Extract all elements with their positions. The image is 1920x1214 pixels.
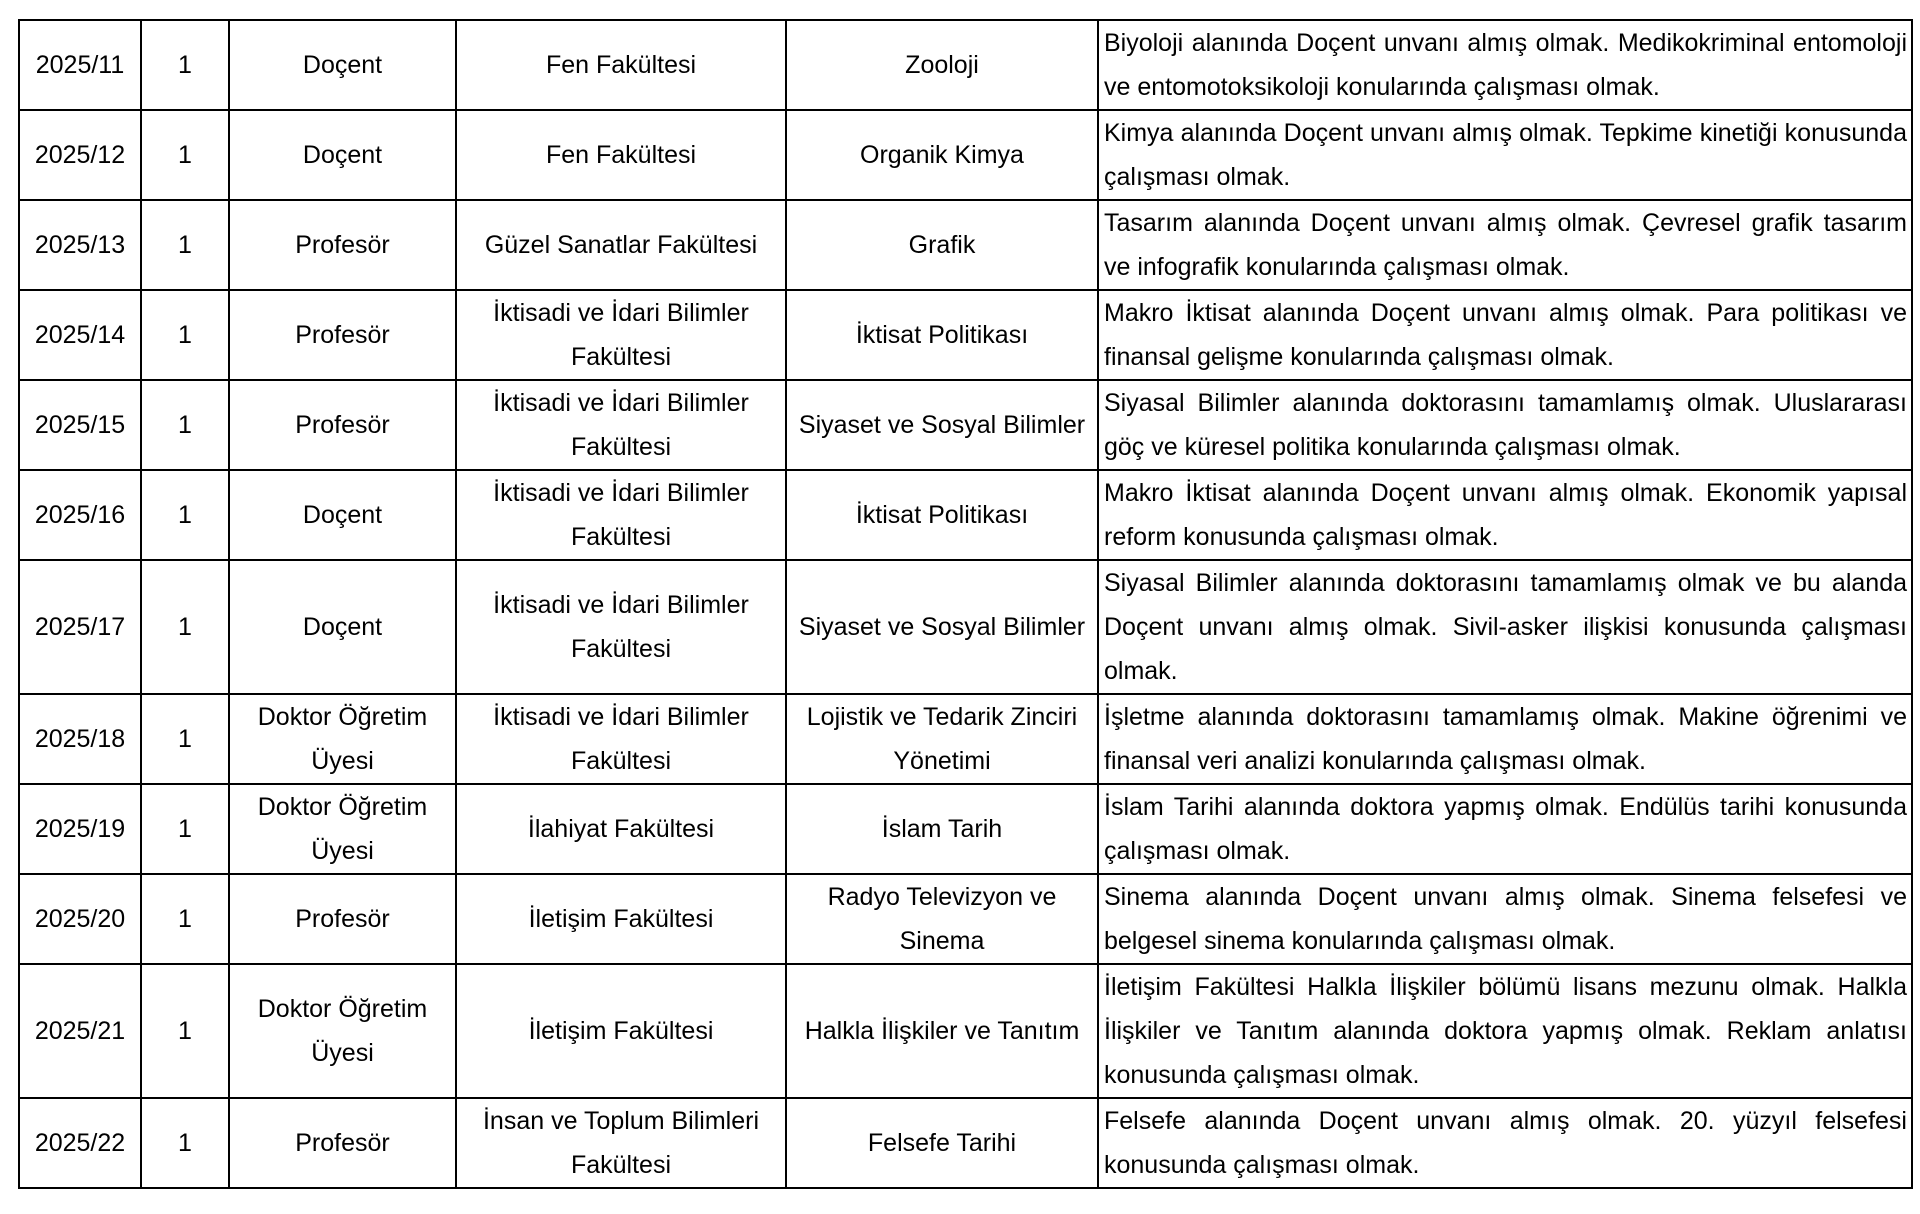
position-number: 2025/20 bbox=[19, 874, 141, 964]
faculty-name: Güzel Sanatlar Fakültesi bbox=[456, 200, 786, 290]
academic-title: Profesör bbox=[229, 874, 456, 964]
requirement-text: İletişim Fakültesi Halkla İlişkiler bölümü lisans mezunu olmak. Halkla İlişkiler ve Tanıtım alanında doktora yapmış olmak. Reklam anlatısı konusunda çalışması olmak. bbox=[1098, 964, 1912, 1098]
faculty-name: İnsan ve Toplum Bilimleri Fakültesi bbox=[456, 1098, 786, 1188]
table-row bbox=[19, 694, 1912, 784]
faculty-name: İletişim Fakültesi bbox=[456, 964, 786, 1098]
position-count: 1 bbox=[141, 964, 229, 1098]
position-number: 2025/15 bbox=[19, 380, 141, 470]
department-name: İktisat Politikası bbox=[786, 470, 1098, 560]
academic-title: Doçent bbox=[229, 470, 456, 560]
department-name: Siyaset ve Sosyal Bilimler bbox=[786, 380, 1098, 470]
table-row bbox=[19, 1098, 1912, 1188]
faculty-name: İktisadi ve İdari Bilimler Fakültesi bbox=[456, 694, 786, 784]
faculty-name: İlahiyat Fakültesi bbox=[456, 784, 786, 874]
position-count: 1 bbox=[141, 560, 229, 694]
academic-title: Doktor Öğretim Üyesi bbox=[229, 964, 456, 1098]
requirement-text: Tasarım alanında Doçent unvanı almış olmak. Çevresel grafik tasarım ve infografik konularında çalışması olmak. bbox=[1098, 200, 1912, 290]
faculty-name: İktisadi ve İdari Bilimler Fakültesi bbox=[456, 380, 786, 470]
academic-title: Doçent bbox=[229, 20, 456, 110]
position-count: 1 bbox=[141, 784, 229, 874]
position-number: 2025/21 bbox=[19, 964, 141, 1098]
faculty-name: Fen Fakültesi bbox=[456, 20, 786, 110]
requirement-text: Sinema alanında Doçent unvanı almış olmak. Sinema felsefesi ve belgesel sinema konularında çalışması olmak. bbox=[1098, 874, 1912, 964]
requirement-text: Makro İktisat alanında Doçent unvanı almış olmak. Para politikası ve finansal gelişme konularında çalışması olmak. bbox=[1098, 290, 1912, 380]
requirement-text: Siyasal Bilimler alanında doktorasını tamamlamış olmak. Uluslararası göç ve küresel politika konularında çalışması olmak. bbox=[1098, 380, 1912, 470]
requirement-text: Biyoloji alanında Doçent unvanı almış olmak. Medikokriminal entomoloji ve entomotoksikoloji konularında çalışması olmak. bbox=[1098, 20, 1912, 110]
table-row bbox=[19, 964, 1912, 1098]
department-name: Siyaset ve Sosyal Bilimler bbox=[786, 560, 1098, 694]
table-row bbox=[19, 110, 1912, 200]
position-count: 1 bbox=[141, 1098, 229, 1188]
position-number: 2025/11 bbox=[19, 20, 141, 110]
department-name: Grafik bbox=[786, 200, 1098, 290]
position-count: 1 bbox=[141, 290, 229, 380]
table-row bbox=[19, 560, 1912, 694]
academic-title: Doçent bbox=[229, 110, 456, 200]
academic-title: Doktor Öğretim Üyesi bbox=[229, 694, 456, 784]
position-number: 2025/22 bbox=[19, 1098, 141, 1188]
requirement-text: İslam Tarihi alanında doktora yapmış olmak. Endülüs tarihi konusunda çalışması olmak. bbox=[1098, 784, 1912, 874]
position-number: 2025/19 bbox=[19, 784, 141, 874]
table-row bbox=[19, 20, 1912, 110]
table-row bbox=[19, 784, 1912, 874]
requirement-text: Kimya alanında Doçent unvanı almış olmak. Tepkime kinetiği konusunda çalışması olmak. bbox=[1098, 110, 1912, 200]
table-row bbox=[19, 290, 1912, 380]
position-count: 1 bbox=[141, 110, 229, 200]
requirement-text: Felsefe alanında Doçent unvanı almış olmak. 20. yüzyıl felsefesi konusunda çalışması olmak. bbox=[1098, 1098, 1912, 1188]
department-name: Zooloji bbox=[786, 20, 1098, 110]
table-row bbox=[19, 874, 1912, 964]
position-count: 1 bbox=[141, 20, 229, 110]
academic-title: Profesör bbox=[229, 290, 456, 380]
academic-title: Profesör bbox=[229, 1098, 456, 1188]
position-count: 1 bbox=[141, 470, 229, 560]
position-number: 2025/14 bbox=[19, 290, 141, 380]
position-count: 1 bbox=[141, 874, 229, 964]
academic-title: Profesör bbox=[229, 200, 456, 290]
position-count: 1 bbox=[141, 694, 229, 784]
faculty-name: İktisadi ve İdari Bilimler Fakültesi bbox=[456, 470, 786, 560]
table-row bbox=[19, 470, 1912, 560]
faculty-name: İletişim Fakültesi bbox=[456, 874, 786, 964]
requirement-text: İşletme alanında doktorasını tamamlamış olmak. Makine öğrenimi ve finansal veri analizi konularında çalışması olmak. bbox=[1098, 694, 1912, 784]
position-number: 2025/18 bbox=[19, 694, 141, 784]
requirement-text: Siyasal Bilimler alanında doktorasını tamamlamış olmak ve bu alanda Doçent unvanı almış olmak. Sivil-asker ilişkisi konusunda çalışması olmak. bbox=[1098, 560, 1912, 694]
department-name: Felsefe Tarihi bbox=[786, 1098, 1098, 1188]
position-count: 1 bbox=[141, 200, 229, 290]
academic-title: Doçent bbox=[229, 560, 456, 694]
faculty-name: İktisadi ve İdari Bilimler Fakültesi bbox=[456, 560, 786, 694]
table-row bbox=[19, 200, 1912, 290]
faculty-name: İktisadi ve İdari Bilimler Fakültesi bbox=[456, 290, 786, 380]
department-name: Halkla İlişkiler ve Tanıtım bbox=[786, 964, 1098, 1098]
department-name: Lojistik ve Tedarik Zinciri Yönetimi bbox=[786, 694, 1098, 784]
position-count: 1 bbox=[141, 380, 229, 470]
position-number: 2025/16 bbox=[19, 470, 141, 560]
department-name: Radyo Televizyon ve Sinema bbox=[786, 874, 1098, 964]
department-name: İslam Tarih bbox=[786, 784, 1098, 874]
department-name: İktisat Politikası bbox=[786, 290, 1098, 380]
positions-table bbox=[18, 19, 1913, 1189]
faculty-name: Fen Fakültesi bbox=[456, 110, 786, 200]
position-number: 2025/13 bbox=[19, 200, 141, 290]
academic-title: Profesör bbox=[229, 380, 456, 470]
academic-title: Doktor Öğretim Üyesi bbox=[229, 784, 456, 874]
position-number: 2025/17 bbox=[19, 560, 141, 694]
requirement-text: Makro İktisat alanında Doçent unvanı almış olmak. Ekonomik yapısal reform konusunda çalışması olmak. bbox=[1098, 470, 1912, 560]
table-row bbox=[19, 380, 1912, 470]
position-number: 2025/12 bbox=[19, 110, 141, 200]
department-name: Organik Kimya bbox=[786, 110, 1098, 200]
